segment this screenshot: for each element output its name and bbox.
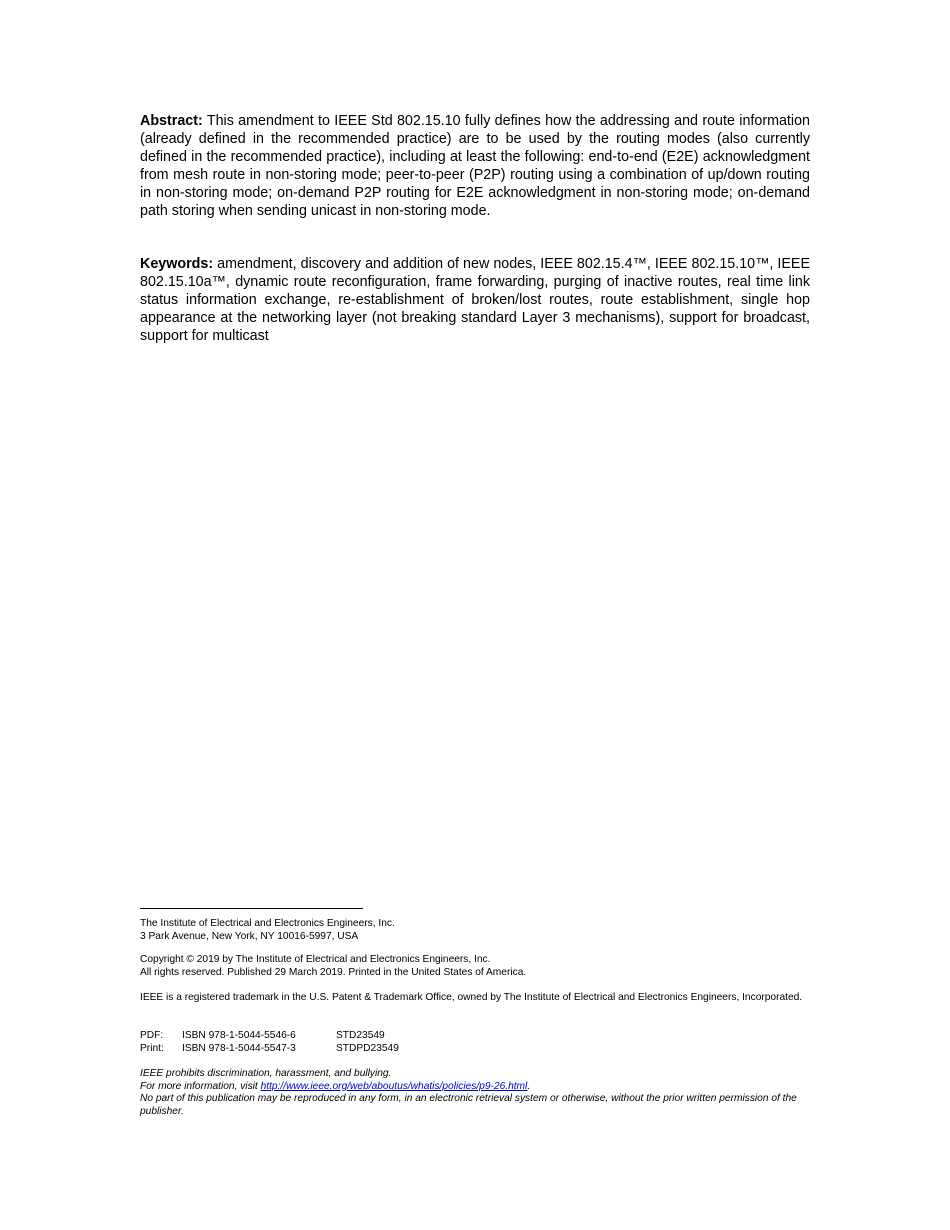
keywords-paragraph [140,255,810,345]
isbn-format: PDF: [140,1030,164,1041]
abstract-label: Abstract: [140,113,203,129]
reproduction-notice: No part of this publication may be reproduced in any form, in an electronic retrieval system or otherwise, without the prior written permission of the publisher. [140,1093,797,1117]
policy-link[interactable]: http://www.ieee.org/web/aboutus/whatis/policies/p9-26.html [260,1080,528,1092]
publisher-name: The Institute of Electrical and Electronics Engineers, Inc. [140,918,395,929]
publisher-address [140,918,812,943]
isbn-block [140,1030,812,1055]
copyright-notice [140,954,812,979]
isbn-number: ISBN 978-1-5044-5546-6 [182,1030,296,1041]
keywords-label: Keywords: [140,256,214,272]
isbn-row-print [140,1043,812,1056]
isbn-code: STD23549 [336,1030,385,1041]
footnote-divider [140,908,363,909]
trademark-notice [140,992,812,1005]
trademark-text: IEEE is a registered trademark in the U.S. Patent & Trademark Office, owned by The Institute of Electrical and Electronics Engineers, Incorporated. [140,992,803,1003]
isbn-number: ISBN 978-1-5044-5547-3 [182,1042,296,1054]
legal-notice [140,1068,812,1118]
isbn-code: STDPD23549 [336,1042,399,1054]
abstract-text: This amendment to IEEE Std 802.15.10 fully defines how the addressing and route information (already defined in the recommended practice) are to be used by the routing modes (also currently defined in the recommended practice), including at least the following: end-to-end (E2E) acknowledgment from mesh route in non-storing mode; peer-to-peer (P2P) routing using a combination of up/down routing in non-storing mode; on-demand P2P routing for E2E acknowledgment in non-storing mode; on-demand path storing when sending unicast in non-storing mode. [140,113,810,219]
more-info-prefix: For more information, visit [140,1080,261,1092]
isbn-row-pdf [140,1030,812,1043]
isbn-format: Print: [140,1042,164,1054]
more-info-line [140,1081,812,1094]
abstract-paragraph [140,112,810,220]
rights-line: All rights reserved. Published 29 March 2019. Printed in the United States of America. [140,966,527,978]
more-info-suffix: . [527,1080,531,1092]
keywords-text: amendment, discovery and addition of new nodes, IEEE 802.15.4™, IEEE 802.15.10™, IEEE 802.15.10a™, dynamic route reconfiguration, frame forwarding, purging of inactive routes, real time link status information exchange, re-establishment of broken/lost routes, route establishment, single hop appearance at the networking layer (not breaking standard Layer 3 mechanisms), support for broadcast, support for multicast [140,256,810,344]
publisher-street: 3 Park Avenue, New York, NY 10016-5997, USA [140,930,359,942]
policy-statement: IEEE prohibits discrimination, harassment, and bullying. [140,1068,392,1079]
copyright-line: Copyright © 2019 by The Institute of Electrical and Electronics Engineers, Inc. [140,954,491,965]
